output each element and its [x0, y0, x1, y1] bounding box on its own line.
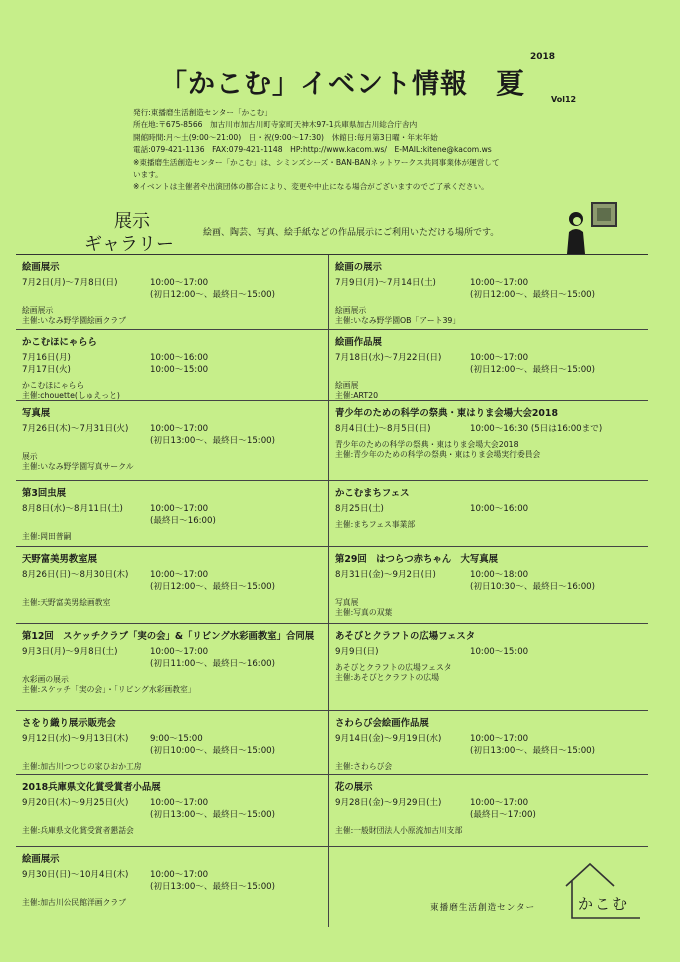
event-cell — [329, 481, 648, 547]
event-date: 8月8日(水)～8月11日(土) — [22, 504, 123, 514]
event-time-note: (初日12:00～、最終日～15:00) — [150, 582, 275, 592]
info-line: 開館時間:月～土(9:00～21:00) 日・祝(9:00～17:30) 休館日:毎月第3日曜・年末年始 — [133, 132, 438, 142]
event-schedule-row — [335, 423, 648, 435]
event-detail: 写真展 — [335, 598, 359, 607]
event-time-note: (初日12:00～、最終日～15:00) — [470, 365, 595, 375]
event-time-note: (初日13:00～、最終日～15:00) — [150, 810, 275, 820]
event-cell — [16, 481, 329, 547]
event-time: 9:00～15:00 — [150, 734, 203, 744]
event-title: 青少年のための科学の祭典・東はりま会場大会2018 — [335, 408, 558, 419]
event-cell — [329, 401, 648, 481]
event-date: 9月14日(金)～9月19日(水) — [335, 734, 442, 744]
event-detail: 主催:兵庫県文化賞受賞者懇話会 — [22, 826, 134, 835]
event-date: 8月25日(土) — [335, 504, 384, 514]
event-schedule-row — [22, 503, 328, 515]
event-date: 7月9日(月)～7月14日(土) — [335, 278, 436, 288]
event-title: 第12回 スケッチクラブ「実の会」&「リビング水彩画教室」合同展 — [22, 631, 315, 642]
event-cell — [16, 847, 329, 927]
event-time-note: (初日12:00～、最終日～15:00) — [150, 290, 275, 300]
event-title: 絵画作品展 — [335, 337, 382, 348]
event-cell — [329, 255, 648, 330]
event-time: 10:00～17:00 — [150, 424, 209, 434]
gallery-heading — [84, 210, 174, 256]
event-grid — [16, 254, 648, 926]
event-cell — [329, 624, 648, 711]
event-detail: 主催:加古川公民館洋画クラブ — [22, 898, 126, 907]
event-date: 9月20日(木)～9月25日(火) — [22, 798, 129, 808]
event-detail: 主催:スケッチ「実の会」・「リビング水彩画教室」 — [22, 685, 196, 694]
event-cell — [16, 775, 329, 847]
event-schedule-row — [335, 352, 648, 364]
event-time-note: (初日10:00～、最終日～15:00) — [150, 746, 275, 756]
event-schedule-row — [22, 869, 328, 881]
info-line: ※東播磨生活創造センター「かこむ」は、シミンズシーズ・BAN-BANネットワークス共同事業体が運営して — [133, 157, 500, 167]
event-cell — [329, 547, 648, 624]
event-time: 10:00～17:00 — [150, 870, 209, 880]
event-detail: 主催:岡田普嗣 — [22, 532, 72, 541]
page-title — [160, 62, 525, 102]
event-schedule-row — [22, 277, 328, 289]
event-time-note: (初日12:00～、最終日～15:00) — [470, 290, 595, 300]
event-schedule-row — [335, 646, 648, 658]
event-detail: 絵画展示 — [335, 306, 367, 315]
event-time: 10:00～16:00 — [470, 504, 529, 514]
event-detail: 主催:一般財団法人小原流加古川支部 — [335, 826, 463, 835]
event-detail: 青少年のための科学の祭典・東はりま会場大会2018 — [335, 440, 519, 449]
event-time: 10:00～17:00 — [150, 504, 209, 514]
event-time: 10:00～16:30 (5日は16:00まで) — [470, 424, 603, 434]
event-detail: 主催:chouette(しゅえっと) — [22, 391, 120, 400]
event-time-note: (初日10:30～、最終日～16:00) — [470, 582, 595, 592]
event-title: かこむほにゃらら — [22, 337, 97, 348]
info-line: 発行:東播磨生活創造センター「かこむ」 — [133, 108, 272, 117]
footer-org-name: 東播磨生活創造センター — [430, 903, 536, 913]
gallery-description: 絵画、陶芸、写真、絵手紙などの作品展示にご利用いただける場所です。 — [203, 228, 500, 238]
event-schedule-row — [22, 797, 328, 809]
event-title: 花の展示 — [335, 782, 373, 793]
event-detail: 水彩画の展示 — [22, 675, 69, 684]
publisher-info — [133, 107, 603, 194]
season-label: 夏 — [496, 67, 526, 100]
event-date: 7月2日(月)～7月8日(日) — [22, 278, 118, 288]
event-time: 10:00～17:00 — [150, 798, 209, 808]
info-line: います。 — [133, 170, 163, 180]
event-cell — [16, 711, 329, 775]
event-schedule-row — [335, 277, 648, 289]
event-title: 第3回虫展 — [22, 488, 67, 499]
event-title: かこむまちフェス — [335, 488, 410, 499]
event-date: 8月4日(土)～8月5日(日) — [335, 424, 431, 434]
info-line: 電話:079-421-1136 FAX:079-421-1148 HP:http://www.kacom.ws/ E-MAIL:kitene@kacom.ws — [133, 145, 492, 155]
info-line: 所在地:〒675-8566 加古川市加古川町寺家町天神木97-1兵庫県加古川総合庁舎内 — [133, 120, 418, 130]
event-date: 7月16日(月) — [22, 353, 71, 363]
title-text: 「かこむ」イベント情報 — [160, 69, 468, 100]
event-title: 2018兵庫県文化賞受賞者小品展 — [22, 782, 161, 793]
event-title: 天野富美男教室展 — [22, 554, 98, 565]
event-time: 10:00～15:00 — [470, 647, 529, 657]
event-time: 10:00～17:00 — [150, 647, 209, 657]
event-time: 10:00～17:00 — [470, 353, 529, 363]
event-date: 9月12日(水)～9月13日(木) — [22, 734, 129, 744]
event-schedule-row — [335, 733, 648, 745]
event-detail: 主催:さわらび会 — [335, 762, 393, 771]
event-schedule-row — [22, 646, 328, 658]
event-detail: 主催:写真の双葉 — [335, 608, 393, 617]
year-label: 2018 — [530, 52, 556, 62]
event-time: 10:00～18:00 — [470, 570, 529, 580]
event-detail: 主催:あそびとクラフトの広場 — [335, 673, 439, 682]
event-detail: 主催:ART20 — [335, 391, 379, 400]
event-time-note: (初日11:00～、最終日～16:00) — [150, 659, 275, 669]
event-cell — [16, 255, 329, 330]
event-title: 絵画展示 — [22, 854, 60, 865]
event-schedule-row — [335, 503, 648, 515]
event-title: 絵画展示 — [22, 262, 60, 273]
event-time: 10:00～15:00 — [150, 365, 209, 375]
event-cell — [16, 547, 329, 624]
event-schedule-row — [22, 352, 328, 364]
event-time-note: (最終日～17:00) — [470, 810, 536, 820]
event-detail: 主催:まちフェス事業部 — [335, 520, 416, 529]
event-detail: 主催:いなみ野学園写真サークル — [22, 462, 134, 471]
event-time: 10:00～17:00 — [470, 278, 529, 288]
framed-picture-icon — [591, 202, 617, 227]
gallery-heading-line2: ギャラリー — [84, 234, 174, 255]
event-date: 7月17日(火) — [22, 365, 71, 375]
event-detail: 絵画展 — [335, 381, 359, 390]
event-schedule-row — [22, 569, 328, 581]
event-detail: 主催:加古川つつじの家ひおか工房 — [22, 762, 142, 771]
event-detail: 展示 — [22, 452, 38, 461]
event-cell — [16, 330, 329, 401]
event-time-note: (初日13:00～、最終日～15:00) — [150, 882, 275, 892]
event-schedule-row — [335, 797, 648, 809]
event-date: 8月31日(金)～9月2日(日) — [335, 570, 436, 580]
event-time: 10:00～17:00 — [150, 278, 209, 288]
volume-label: Vol12 — [551, 95, 577, 104]
event-date: 8月26日(日)～8月30日(木) — [22, 570, 129, 580]
event-detail: 主催:青少年のための科学の祭典・東はりま会場実行委員会 — [335, 450, 541, 459]
kacomu-logo: かこむ — [578, 895, 630, 913]
event-date: 7月18日(水)～7月22日(日) — [335, 353, 442, 363]
event-title: さわらび会絵画作品展 — [335, 718, 429, 729]
person-illustration-icon — [563, 210, 589, 254]
event-cell — [16, 624, 329, 711]
event-schedule-row — [22, 733, 328, 745]
event-time: 10:00～16:00 — [150, 353, 209, 363]
event-date: 9月28日(金)～9月29日(土) — [335, 798, 442, 808]
event-schedule-row — [22, 423, 328, 435]
event-detail: 主催:天野富美男絵画教室 — [22, 598, 111, 607]
event-time: 10:00～17:00 — [150, 570, 209, 580]
event-detail: 主催:いなみ野学園OB「アート39」 — [335, 316, 461, 325]
event-time: 10:00～17:00 — [470, 734, 529, 744]
gallery-heading-line1: 展示 — [114, 211, 150, 232]
event-date: 9月30日(日)～10月4日(木) — [22, 870, 129, 880]
event-title: あそびとクラフトの広場フェスタ — [335, 631, 476, 642]
event-title: 第29回 はつらつ赤ちゃん 大写真展 — [335, 554, 498, 565]
event-detail: あそびとクラフトの広場フェスタ — [335, 663, 452, 672]
event-cell — [329, 711, 648, 775]
event-schedule-row — [22, 364, 328, 376]
event-detail: 主催:いなみ野学園絵画クラブ — [22, 316, 126, 325]
event-date: 9月3日(月)～9月8日(土) — [22, 647, 118, 657]
event-cell — [329, 775, 648, 847]
event-cell — [16, 401, 329, 481]
event-detail: かこむほにゃらら — [22, 381, 85, 390]
info-line: ※イベントは主催者や出演団体の都合により、変更や中止になる場合がございますのでご了承ください。 — [133, 182, 489, 192]
event-detail: 絵画展示 — [22, 306, 54, 315]
event-time-note: (初日13:00～、最終日～15:00) — [150, 436, 275, 446]
event-cell — [329, 330, 648, 401]
event-time-note: (初日13:00～、最終日～15:00) — [470, 746, 595, 756]
event-date: 7月26日(木)～7月31日(火) — [22, 424, 129, 434]
event-schedule-row — [335, 569, 648, 581]
event-time-note: (最終日～16:00) — [150, 516, 216, 526]
event-title: 写真展 — [22, 408, 51, 419]
event-date: 9月9日(日) — [335, 647, 379, 657]
event-title: 絵画の展示 — [335, 262, 382, 273]
event-time: 10:00～17:00 — [470, 798, 529, 808]
event-title: さをり織り展示販売会 — [22, 718, 116, 729]
